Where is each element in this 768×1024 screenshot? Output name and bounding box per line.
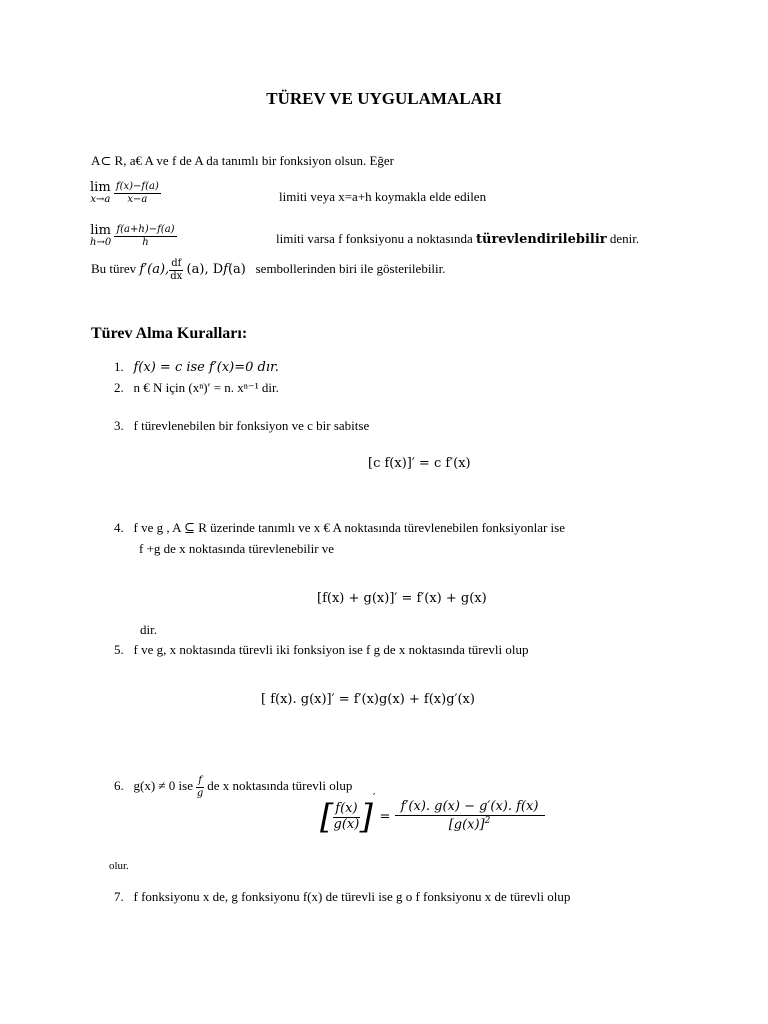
intro-line: A⊂ R, a€ A ve f de A da tanımlı bir fonksiyon olsun. Eğer	[91, 153, 394, 168]
rule-2: 2. n € N için (xⁿ)′ = n. xⁿ⁻¹ dir.	[114, 380, 279, 395]
limit-text-2: limiti varsa f fonksiyonu a noktasında türevlendirilebilir denir.	[276, 231, 640, 247]
rule-5-formula: [ f(x). g(x)]′ = f′(x)g(x) + f(x)g′(x)	[261, 692, 475, 707]
limit-expression-1: lim x→a $\frac{f(x)-f(a)}{x-a}$	[90, 180, 159, 205]
rules-heading: Türev Alma Kuralları:	[91, 325, 248, 342]
rule-4: 4. f ve g , A ⊆ R üzerinde tanımlı ve x € A noktasında türevlenebilen fonksiyonlar ise	[114, 520, 566, 535]
rule-4-formula: [f(x) + g(x)]′ = f′(x) + g(x)	[317, 591, 487, 606]
rule-6-formula: [ $\frac{f(x)}{g(x)}$ ]′ = $\frac{f'(x). g(x) - g'(x). f(x)}{[g(x)]^2}$	[320, 791, 543, 837]
rule-3: 3. f türevlenebilen bir fonksiyon ve c bir sabitse	[114, 418, 370, 433]
limit-expression-2: lim h→0 $\frac{f(a+h)-f(a)}{h}$	[90, 223, 175, 248]
rule-5: 5. f ve g, x noktasında türevli iki fonksiyon ise f g de x noktasında türevli olup	[114, 642, 529, 657]
limit-text-1: limiti veya x=a+h koymakla elde edilen	[279, 189, 487, 204]
notation-line: Bu türev f′(a), $\frac{df}{dx}$ (a), Df(a) sembollerinden biri ile gösterilebilir.	[91, 258, 446, 282]
rule-6-after: olur.	[109, 860, 129, 872]
rule-1: 1. f(x) = c ise f′(x)=0 dır.	[114, 359, 279, 375]
page-title: TÜREV VE UYGULAMALARI	[266, 89, 502, 108]
rule-7: 7. f fonksiyonu x de, g fonksiyonu f(x) de türevli ise g o f fonksiyonu x de türevli olup	[114, 889, 571, 904]
rule-4-after: dir.	[140, 622, 157, 637]
rule-3-formula: [c f(x)]′ = c f′(x)	[368, 456, 471, 471]
rule-6: 6. g(x) ≠ 0 ise $\frac{f}{g}$ de x noktasında türevli olup	[114, 775, 353, 799]
rule-4-line-2: f +g de x noktasında türevlenebilir ve	[139, 541, 335, 556]
